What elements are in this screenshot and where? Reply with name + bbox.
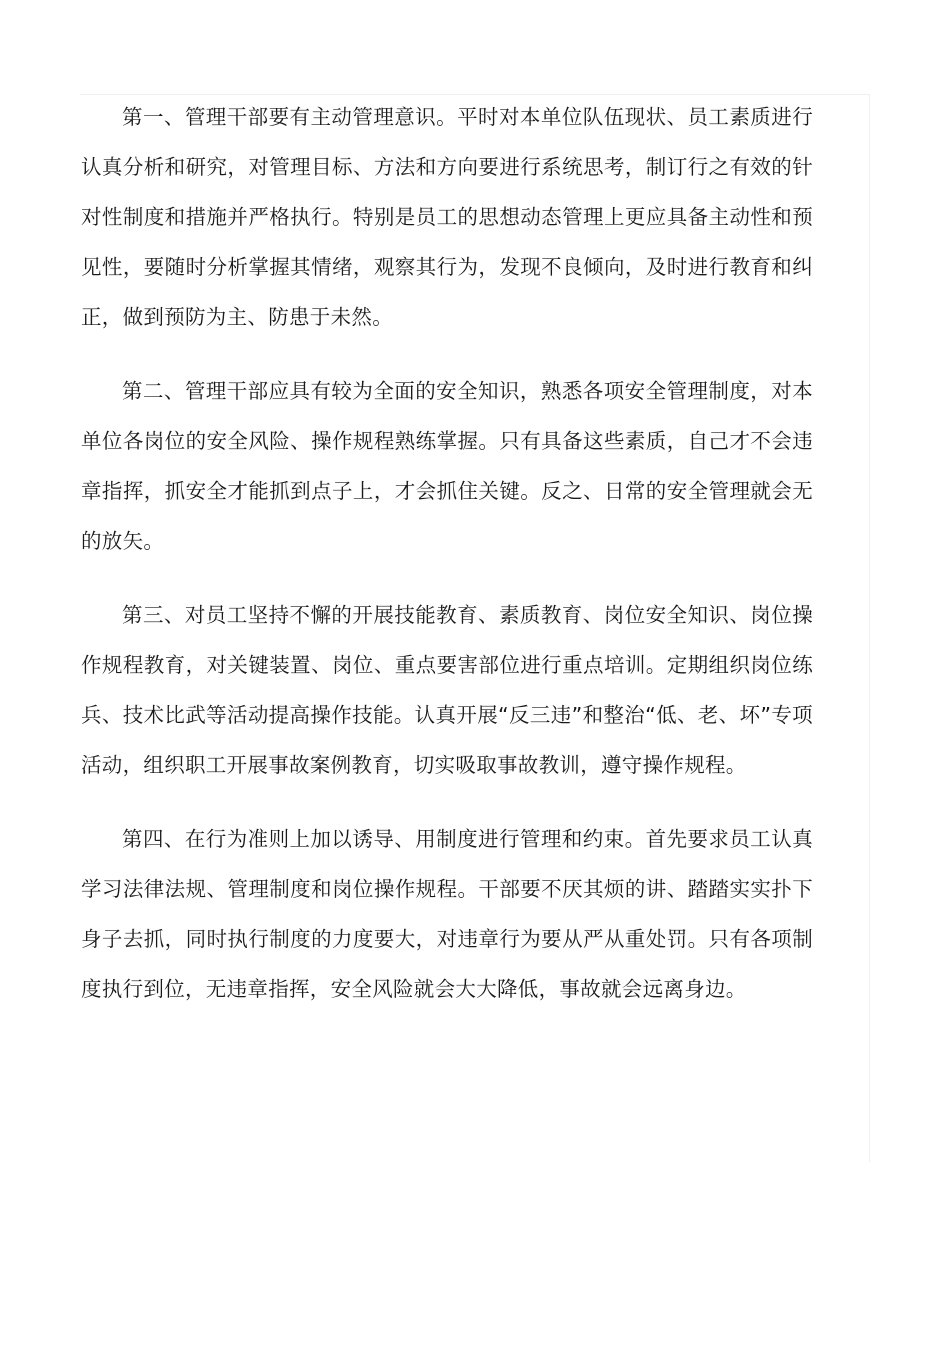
paragraph-2: 第二、管理干部应具有较为全面的安全知识，熟悉各项安全管理制度，对本单位各岗位的安全风险、操作规程熟练掌握。只有具备这些素质，自己才不会违章指挥，抓安全才能抓到点子上，才会抓住关键。反之、日常的安全管理就会无的放矢。 — [81, 379, 813, 553]
document-body — [81, 92, 813, 1038]
page-right-border — [869, 94, 870, 1162]
paragraph-1: 第一、管理干部要有主动管理意识。平时对本单位队伍现状、员工素质进行认真分析和研究，对管理目标、方法和方向要进行系统思考，制订行之有效的针对性制度和措施并严格执行。特别是员工的思想动态管理上更应具备主动性和预见性，要随时分析掌握其情绪，观察其行为，发现不良倾向，及时进行教育和纠正，做到预防为主、防患于未然。 — [81, 105, 813, 329]
paragraph-4: 第四、在行为准则上加以诱导、用制度进行管理和约束。首先要求员工认真学习法律法规、管理制度和岗位操作规程。干部要不厌其烦的讲、踏踏实实扑下身子去抓，同时执行制度的力度要大，对违章行为要从严从重处罚。只有各项制度执行到位，无违章指挥，安全风险就会大大降低，事故就会远离身边。 — [81, 827, 813, 1001]
paragraph-3: 第三、对员工坚持不懈的开展技能教育、素质教育、岗位安全知识、岗位操作规程教育，对关键装置、岗位、重点要害部位进行重点培训。定期组织岗位练兵、技术比武等活动提高操作技能。认真开展“反三违”和整治“低、老、坏”专项活动，组织职工开展事故案例教育，切实吸取事故教训，遵守操作规程。 — [81, 603, 813, 777]
